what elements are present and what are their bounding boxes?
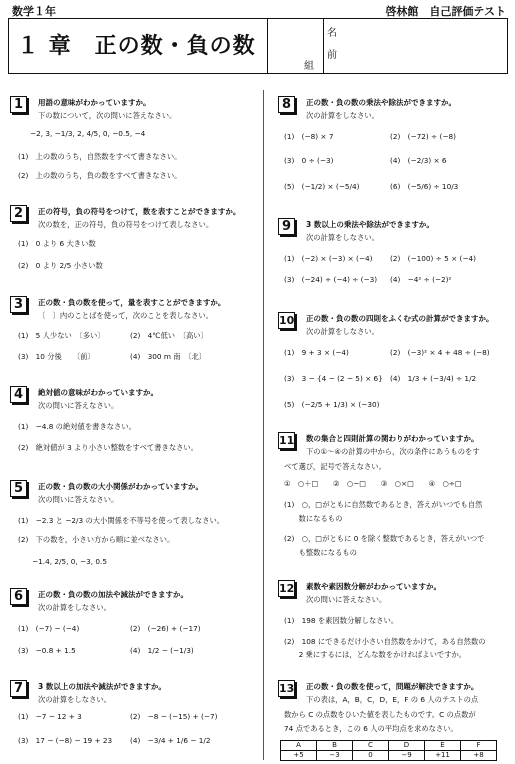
question-heading: 数の集合と四則計算の関わりがわかっていますか。 bbox=[306, 434, 479, 443]
table-header-row bbox=[281, 741, 497, 751]
question-item: (1) −2.3 と −2/3 の大小関係を不等号を使って表しなさい。 bbox=[18, 516, 225, 525]
question-item: (1) (−2) × (−3) × (−4) bbox=[284, 254, 373, 263]
question-instruction: 下の①〜④の計算の中から，次の条件にあうものをす bbox=[306, 447, 480, 456]
question-heading: 正の数・負の数の加法や減法ができますか。 bbox=[38, 590, 188, 599]
question-number: 3 bbox=[10, 296, 27, 313]
question-9 bbox=[278, 218, 510, 288]
operations-list: ① ○＋□ ② ○−□ ③ ○×□ ④ ○÷□ bbox=[284, 479, 462, 488]
table-cell: −9 bbox=[389, 751, 425, 761]
question-item: (1) 9 + 3 × (−4) bbox=[284, 348, 349, 357]
class-label: 組 bbox=[304, 61, 314, 72]
table-cell: −3 bbox=[317, 751, 353, 761]
question-text: 数から C の点数をひいた値を表したものです。C の点数が bbox=[284, 710, 476, 719]
name-label: 名 前 bbox=[327, 28, 337, 61]
question-5 bbox=[10, 480, 260, 575]
question-7 bbox=[10, 680, 260, 755]
question-item: (4) 300 m 南 〔北〕 bbox=[130, 352, 207, 361]
subject-label: 数学１年 bbox=[12, 5, 56, 18]
question-number: 2 bbox=[10, 205, 27, 222]
table-cell: C bbox=[353, 741, 389, 751]
question-instruction: 次の計算をしなさい。 bbox=[306, 111, 379, 120]
question-item: (1) 5 人少ない 〔多い〕 bbox=[18, 331, 105, 340]
question-item: (1) 上の数のうち，自然数をすべて書きなさい。 bbox=[18, 152, 182, 161]
question-instruction: 次の計算をしなさい。 bbox=[38, 695, 111, 704]
question-number: 7 bbox=[10, 680, 27, 697]
question-4 bbox=[10, 386, 260, 456]
question-instruction: 次の計算をしなさい。 bbox=[306, 233, 379, 242]
question-text: 74 点であるとき，この 6 人の平均点を求めなさい。 bbox=[284, 724, 458, 733]
number-list: −1.4, 2/5, 0, −3, 0.5 bbox=[32, 557, 108, 566]
question-number: 5 bbox=[10, 480, 27, 497]
question-heading: 素数や素因数分解がわかっていますか。 bbox=[306, 582, 441, 591]
question-item: (5) (−1/2) × (−5/4) bbox=[284, 182, 360, 191]
table-cell: B bbox=[317, 741, 353, 751]
table-cell: F bbox=[461, 741, 497, 751]
table-cell: +11 bbox=[425, 751, 461, 761]
question-instruction: 次の問いに答えなさい。 bbox=[38, 495, 119, 504]
question-6 bbox=[10, 588, 260, 663]
question-instruction: 次の計算をしなさい。 bbox=[306, 327, 379, 336]
divider bbox=[267, 19, 268, 73]
question-instruction: 次の計算をしなさい。 bbox=[38, 603, 111, 612]
question-1 bbox=[10, 96, 260, 186]
question-12 bbox=[278, 580, 510, 665]
question-item: (1) 0 より 6 大きい数 bbox=[18, 239, 96, 248]
question-instruction: 次の問いに答えなさい。 bbox=[306, 595, 387, 604]
question-item: (2) (−26) + (−17) bbox=[130, 624, 201, 633]
question-instruction: 下の表は，A，B，C，D，E，F の 6 人のテストの点 bbox=[306, 695, 479, 704]
question-item: (4) −4² ÷ (−2)² bbox=[390, 275, 452, 284]
question-instruction: 〔 〕内のことばを使って，次のことを表しなさい。 bbox=[38, 311, 213, 320]
question-item: (1) ○，□がともに自然数であるとき，答えがいつでも自然 bbox=[284, 500, 483, 509]
question-item: (2) 下の数を，小さい方から順に並べなさい。 bbox=[18, 535, 175, 544]
question-item: (2) 108 にできるだけ小さい自然数をかけて，ある自然数の bbox=[284, 637, 486, 646]
question-item: (2) −8 − (−15) + (−7) bbox=[130, 712, 218, 721]
question-item: (2) ○，□がともに 0 を除く整数であるとき，答えがいつで bbox=[284, 534, 485, 543]
question-item: (2) 4℃低い 〔高い〕 bbox=[130, 331, 208, 340]
question-heading: 正の数・負の数を使って，問題が解決できますか。 bbox=[306, 682, 479, 691]
question-number: 1 bbox=[10, 96, 27, 113]
question-heading: 3 数以上の乗法や除法ができますか。 bbox=[306, 220, 434, 229]
question-item: (2) (−72) ÷ (−8) bbox=[390, 132, 456, 141]
table-cell: E bbox=[425, 741, 461, 751]
question-instruction-cont: べて選び，記号で答えなさい。 bbox=[284, 462, 386, 471]
question-8 bbox=[278, 96, 510, 196]
top-bar bbox=[8, 3, 508, 17]
question-item: (1) −4.8 の絶対値を書きなさい。 bbox=[18, 422, 136, 431]
question-instruction: 次の数を，正の符号，負の符号をつけて表しなさい。 bbox=[38, 220, 214, 229]
table-cell: +5 bbox=[281, 751, 317, 761]
question-number: 8 bbox=[278, 96, 295, 113]
question-heading: 正の数・負の数の四則をふくむ式の計算ができますか。 bbox=[306, 314, 494, 323]
question-2 bbox=[10, 205, 260, 280]
question-number: 10 bbox=[279, 314, 295, 327]
question-item: (1) −7 − 12 + 3 bbox=[18, 712, 82, 721]
question-item: (3) 10 分後 〔前〕 bbox=[18, 352, 95, 361]
question-instruction: 下の数について，次の問いに答えなさい。 bbox=[38, 111, 177, 120]
question-number: 11 bbox=[279, 434, 295, 447]
question-number: 13 bbox=[279, 682, 295, 695]
question-item: (2) 絶対値が 3 より小さい整数をすべて書きなさい。 bbox=[18, 443, 199, 452]
question-item: (4) 1/3 + (−3/4) ÷ 1/2 bbox=[390, 374, 477, 383]
question-item: (3) 3 − {4 − (2 − 5) × 6} bbox=[284, 374, 383, 383]
question-item: (2) 0 より 2/5 小さい数 bbox=[18, 261, 103, 270]
table-cell: D bbox=[389, 741, 425, 751]
question-item: (5) (−2/5 + 1/3) × (−30) bbox=[284, 400, 380, 409]
question-instruction: 次の問いに答えなさい。 bbox=[38, 401, 119, 410]
question-item: (2) (−3)² × 4 + 48 ÷ (−8) bbox=[390, 348, 490, 357]
question-heading: 3 数以上の加法や減法ができますか。 bbox=[38, 682, 166, 691]
question-item: (1) (−7) − (−4) bbox=[18, 624, 80, 633]
question-item: (1) 198 を素因数分解しなさい。 bbox=[284, 616, 399, 625]
question-item: (4) 1/2 − (−1/3) bbox=[130, 646, 194, 655]
question-item: (2) 上の数のうち，負の数をすべて書きなさい。 bbox=[18, 171, 182, 180]
score-table bbox=[280, 740, 497, 761]
question-item: 数になるもの bbox=[284, 514, 343, 523]
question-number: 12 bbox=[279, 582, 295, 595]
question-heading: 正の数・負の数を使って，量を表すことができますか。 bbox=[38, 298, 226, 307]
column-divider bbox=[263, 90, 264, 760]
question-3 bbox=[10, 296, 260, 366]
question-heading: 絶対値の意味がわかっていますか。 bbox=[38, 388, 158, 397]
question-item: (3) −0.8 + 1.5 bbox=[18, 646, 76, 655]
question-item: (4) (−2/3) × 6 bbox=[390, 156, 447, 165]
title-box bbox=[8, 18, 508, 74]
question-10 bbox=[278, 312, 510, 412]
question-heading: 用語の意味がわかっていますか。 bbox=[38, 98, 151, 107]
question-item: (3) 0 ÷ (−3) bbox=[284, 156, 334, 165]
question-item: (3) (−24) ÷ (−4) ÷ (−3) bbox=[284, 275, 378, 284]
question-number: 6 bbox=[10, 588, 27, 605]
question-item: (1) (−8) × 7 bbox=[284, 132, 334, 141]
table-cell: 0 bbox=[353, 751, 389, 761]
table-cell: A bbox=[281, 741, 317, 751]
question-11 bbox=[278, 432, 510, 567]
question-heading: 正の符号，負の符号をつけて，数を表すことができますか。 bbox=[38, 207, 241, 216]
table-cell: +8 bbox=[461, 751, 497, 761]
question-heading: 正の数・負の数の乗法や除法ができますか。 bbox=[306, 98, 456, 107]
question-item: (2) (−100) ÷ 5 × (−4) bbox=[390, 254, 476, 263]
question-item: (4) −3/4 + 1/6 − 1/2 bbox=[130, 736, 211, 745]
page-title: １ 章 正の数・負の数 bbox=[17, 34, 256, 59]
divider bbox=[323, 19, 324, 73]
question-item: も整数になるもの bbox=[284, 548, 357, 557]
table-row bbox=[281, 751, 497, 761]
question-item: 2 乗にするには，どんな数をかければよいですか。 bbox=[284, 650, 467, 659]
number-list: −2, 3, −1/3, 2, 4/5, 0, −0.5, −4 bbox=[30, 129, 146, 138]
question-item: (6) (−5/6) ÷ 10/3 bbox=[390, 182, 459, 191]
question-number: 9 bbox=[278, 218, 295, 235]
publisher-label: 啓林館 自己評価テスト bbox=[385, 5, 506, 18]
question-number: 4 bbox=[10, 386, 27, 403]
question-13 bbox=[278, 680, 510, 738]
question-heading: 正の数・負の数の大小関係がわかっていますか。 bbox=[38, 482, 203, 491]
question-item: (3) 17 − (−8) − 19 + 23 bbox=[18, 736, 113, 745]
